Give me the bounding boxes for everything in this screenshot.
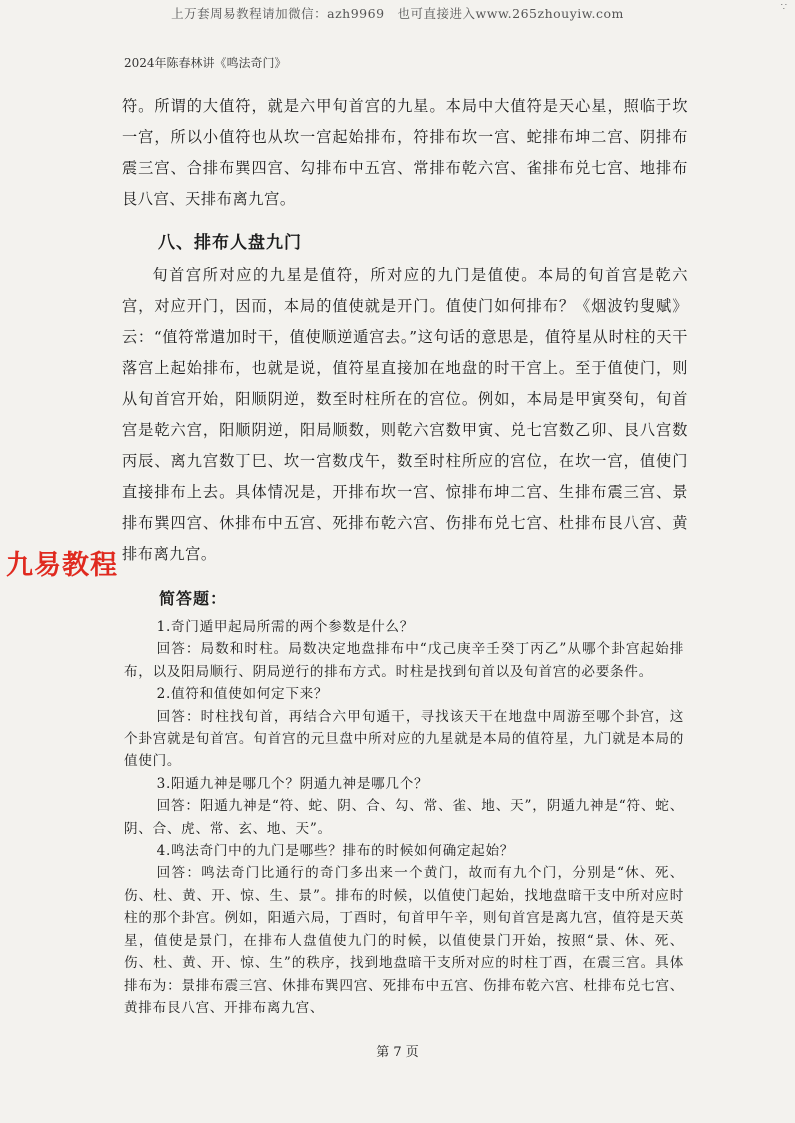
corner-mark: ∵	[780, 2, 787, 13]
answer-3: 回答：阳遁九神是“符、蛇、阴、合、勾、常、雀、地、天”，阴遁九神是“符、蛇、阴、合、虎、常、玄、地、天”。	[124, 798, 684, 837]
question-2: 2.值符和值使如何定下来？	[156, 686, 329, 703]
watermark-logo: 九易教程	[6, 550, 118, 581]
question-1: 1.奇门遁甲起局所需的两个参数是什么？	[156, 619, 414, 635]
answer-2: 回答：时柱找旬首，再结合六甲旬遁干，寻找该天干在地盘中周游至哪个卦宫，这个卦宫就是旬首宫。旬首宫的元旦盘中所对应的九星就是本局的值符星，九门就是本局的值使门。	[124, 708, 684, 770]
question-3: 3.阳遁九神是哪几个？阴遁九神是哪几个？	[156, 775, 429, 792]
paragraph-continuation: 符。所谓的大值符，就是六甲旬首宫的九星。本局中大值符是天心星，照临于坎一宫，所以小值符也从坎一宫起始排布，符排布坎一宫、蛇排布坤二宫、阴排布震三宫、合排布巽四宫、勾排布中五宫、常排布乾六宫、雀排布兑七宫、地排布艮八宫、天排布离九宫。	[122, 97, 688, 208]
top-banner: 上万套周易教程请加微信：azh9969 也可直接进入www.265zhouyiw.com	[171, 6, 624, 21]
answer-1: 回答：局数和时柱。局数决定地盘排布中“戊己庚辛壬癸丁丙乙”从哪个卦宫起始排布，以及阳局顺行、阴局逆行的排布方式。时柱是找到旬首以及旬首宫的必要条件。	[124, 641, 684, 680]
question-4: 4.鸣法奇门中的九门是哪些？排布的时候如何确定起始？	[156, 843, 515, 860]
page-number: 第 7 页	[376, 1045, 419, 1060]
qa-list	[124, 616, 684, 1019]
paragraph-main: 旬首宫所对应的九星是值符，所对应的九门是值使。本局的旬首宫是乾六宫，对应开门，因而，本局的值使就是开门。值使门如何排布？《烟波钓叟赋》云：“值符常遣加时干，值使顺逆遁宫去。”这句话的意思是，值符星从时柱的天干落宫上起始排布，也就是说，值符星直接加在地盘的时干宫上。至于值使门，则从旬首宫开始，阳顺阴逆，数至时柱所在的宫位。例如，本局是甲寅癸旬，旬首宫是乾六宫，阳顺阴逆，阳局顺数，则乾六宫数甲寅、兑七宫数乙卯、艮八宫数丙辰、离九宫数丁巳、坎一宫数戊午，数至时柱所应的宫位，在坎一宫，值使门直接排布上去。具体情况是，开排布坎一宫、惊排布坤二宫、生排布震三宫、景排布巽四宫、休排布中五宫、死排布乾六宫、伤排布兑七宫、杜排布艮八宫、黄排布离九宫。	[122, 266, 688, 563]
qa-heading: 简答题：	[159, 589, 228, 608]
running-header: 2024年陈春林讲《鸣法奇门》	[124, 56, 287, 70]
section-heading: 八、排布人盘九门	[158, 233, 302, 253]
answer-4: 回答：鸣法奇门比通行的奇门多出来一个黄门，故而有九个门，分别是“休、死、伤、杜、黄、开、惊、生、景”。排布的时候，以值使门起始，找地盘暗干支中所对应时柱的那个卦宫。例如，阳遁六局，丁酉时，旬首甲午辛，则旬首宫是离九宫，值符是天英星，值使是景门，在排布人盘值使九门的时候，以值使景门开始，按照“景、休、死、伤、杜、黄、开、惊、生”的秩序，找到地盘暗干支所对应的时柱丁酉，在震三宫。具体排布为：景排布震三宫、休排布巽四宫、死排布中五宫、伤排布乾六宫、杜排布兑七宫、黄排布艮八宫、开排布离九宫、	[124, 865, 684, 1016]
